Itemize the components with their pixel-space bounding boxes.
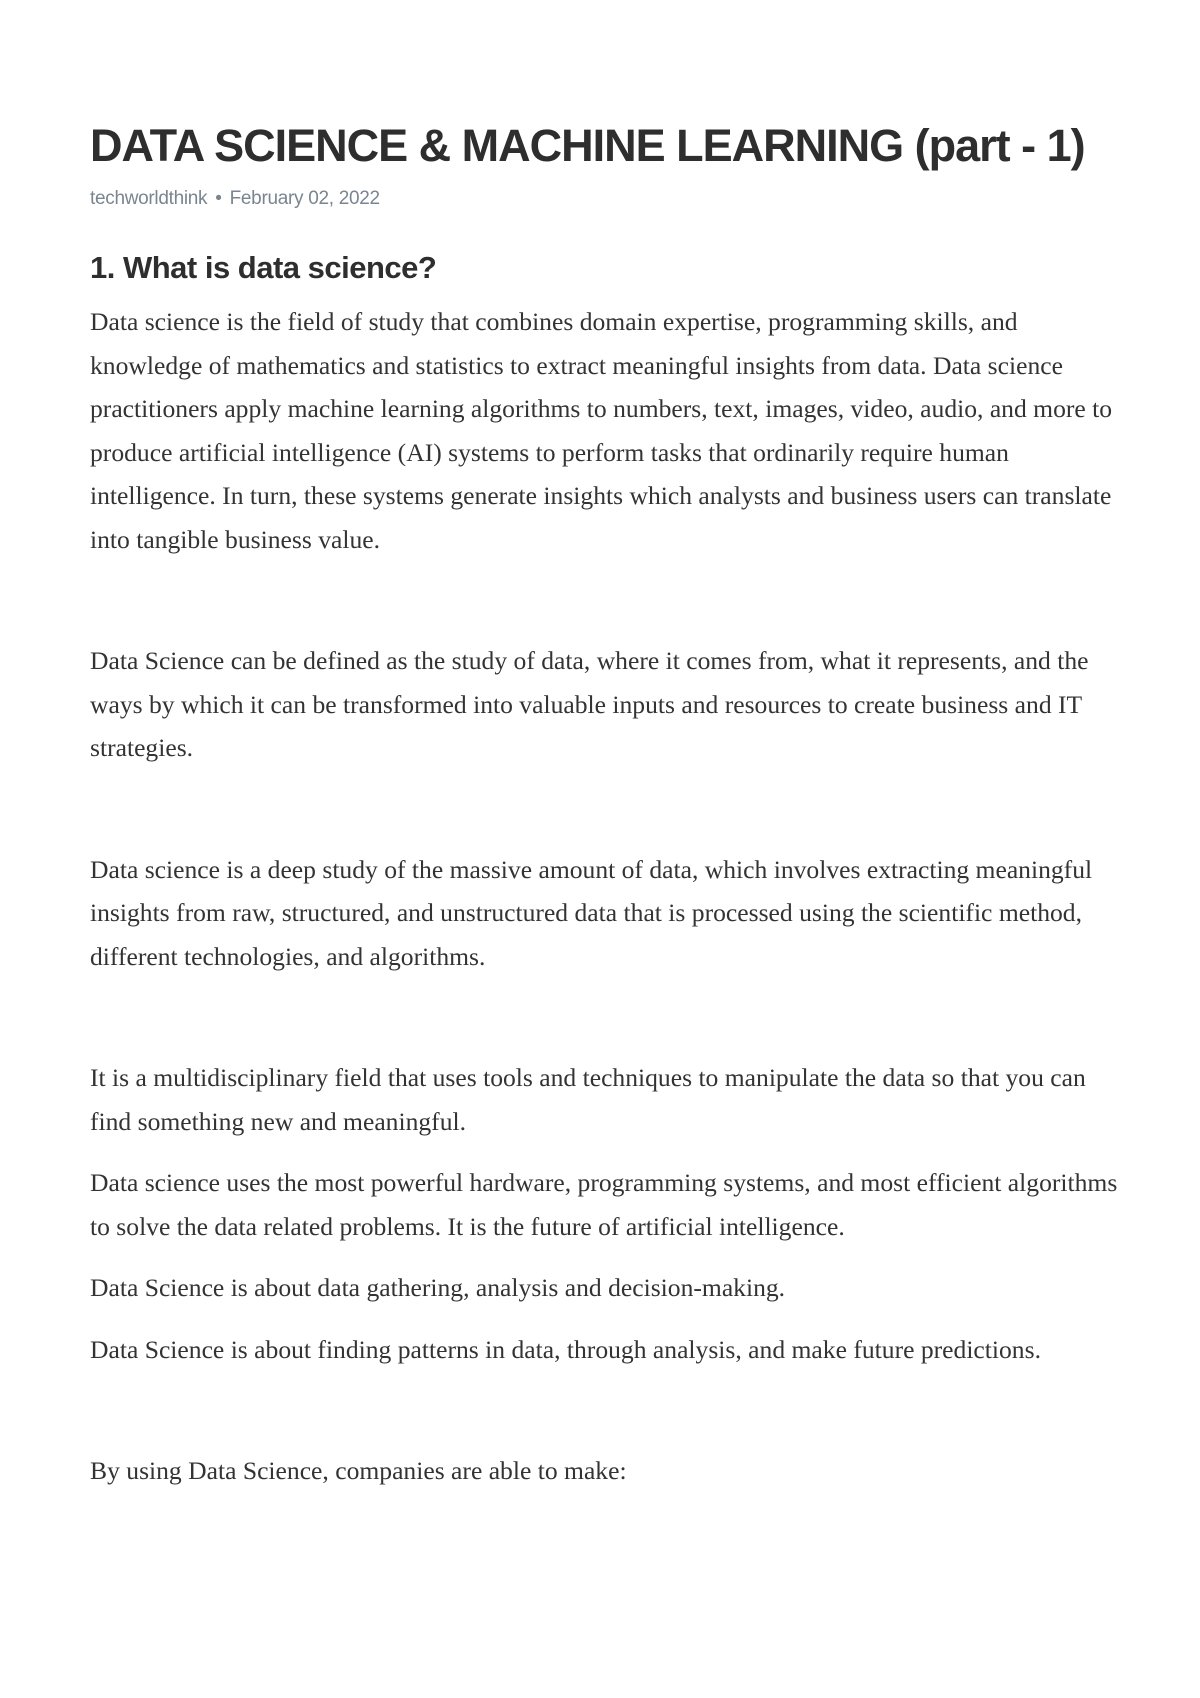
paragraph-8: By using Data Science, companies are able to make: [90, 1456, 627, 1485]
author-name[interactable]: techworldthink [90, 188, 208, 209]
paragraph-2: Data Science can be defined as the study of data, where it comes from, what it represents, and the ways by which it can be transformed into valuable inputs and resources to create business and IT strategies. [90, 646, 1089, 762]
meta-separator: • [215, 188, 222, 209]
section-heading: 1. What is data science? [90, 250, 437, 285]
article-title: DATA SCIENCE & MACHINE LEARNING (part - 1) [90, 120, 1085, 171]
article [90, 118, 1120, 1493]
publish-date: February 02, 2022 [229, 188, 380, 209]
paragraph-4: It is a multidisciplinary field that uses tools and techniques to manipulate the data so that you can find something new and meaningful. [90, 1063, 1086, 1136]
article-meta [90, 188, 1120, 210]
paragraph-7: Data Science is about finding patterns in data, through analysis, and make future predictions. [90, 1334, 1041, 1364]
paragraph-6: Data Science is about data gathering, analysis and decision-making. [90, 1273, 786, 1302]
paragraph-3: Data science is a deep study of the massive amount of data, which involves extracting meaningful insights from raw, structured, and unstructured data that is processed using the scientific method, different technologies, and algorithms. [90, 854, 1093, 971]
paragraph-5: Data science uses the most powerful hardware, programming systems, and most efficient algorithms to solve the data related problems. It is the future of artificial intelligence. [90, 1168, 1118, 1241]
paragraph-1: Data science is the field of study that combines domain expertise, programming skills, and knowledge of mathematics and statistics to extract meaningful insights from data. Data science practitioners apply machine learning algorithms to numbers, text, images, video, audio, and more to produce artificial intelligence (AI) systems to perform tasks that ordinarily require human intelligence. In turn, these systems generate insights which analysts and business users can translate into tangible business value. [90, 307, 1113, 554]
